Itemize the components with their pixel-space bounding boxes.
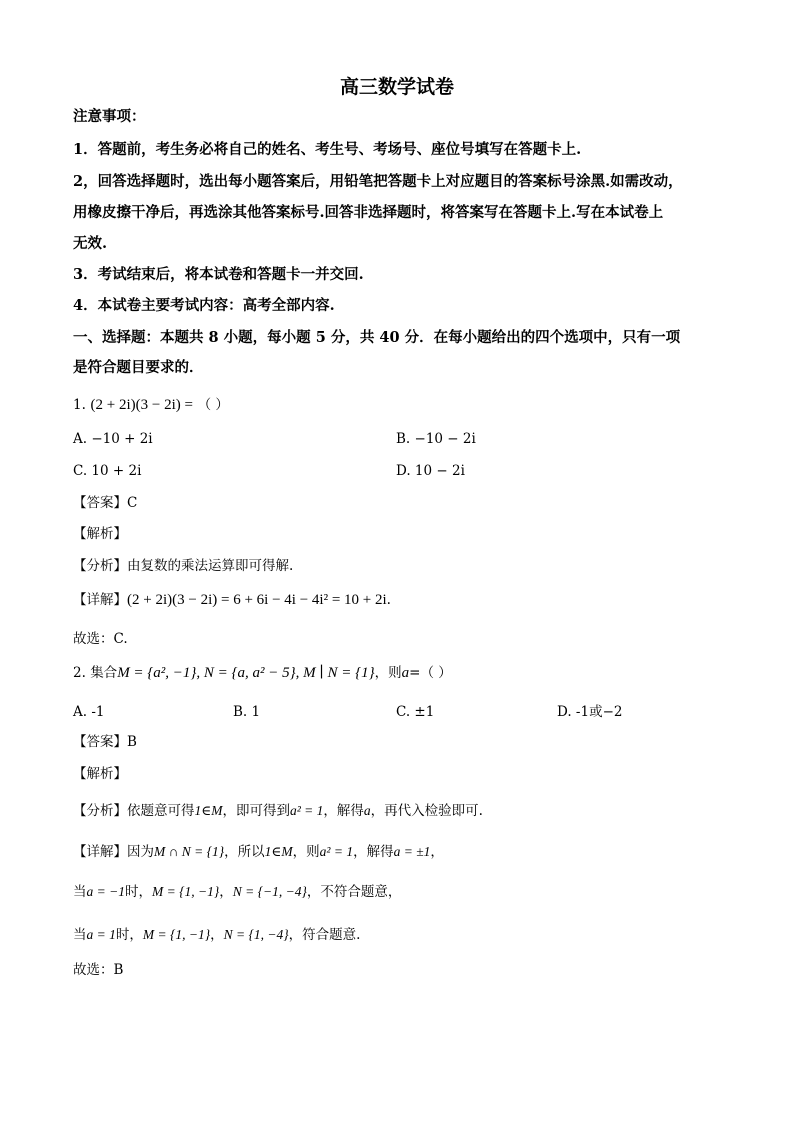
question-1-option-c: C. 10 + 2i — [73, 463, 142, 479]
case-2-expression-1: a = 1 — [86, 927, 116, 942]
fenxi-text-a: 依题意可得 — [127, 803, 195, 819]
question-1-stem — [73, 395, 229, 415]
notice-item-4: 4．本试卷主要考试内容：高考全部内容. — [73, 297, 335, 314]
detail-text-c: ，则 — [292, 844, 320, 860]
notice-item-2-line-3: 无效. — [73, 235, 108, 252]
detail-text-d: ，解得 — [353, 844, 394, 860]
question-2-analysis-tag: 【解析】 — [73, 766, 127, 782]
question-1-analysis-tag: 【解析】 — [73, 526, 127, 542]
question-1-option-d: D. 10 − 2i — [396, 463, 465, 479]
detail-text-b: ，所以 — [224, 844, 265, 860]
question-2-option-d: D. -1或−2 — [557, 704, 623, 720]
fenxi-tag: 【分析】 — [73, 558, 127, 574]
detail-expression-1: M ∩ N = {1} — [154, 844, 225, 859]
case-1-text-c: ， — [219, 884, 233, 900]
question-2-detail — [73, 842, 444, 862]
fenxi-text: 由复数的乘法运算即可得解. — [127, 558, 294, 574]
question-2-sets-expression: M = {a², −1}, N = {a, a² − 5}, M ∣ N = {1} — [117, 665, 375, 681]
notice-heading: 注意事项： — [73, 108, 146, 125]
fenxi-tag: 【分析】 — [73, 803, 127, 819]
question-1-fenxi — [73, 556, 293, 576]
fenxi-variable: a — [363, 803, 371, 818]
question-2-stem — [73, 663, 452, 683]
question-1-option-a: A. −10 + 2i — [73, 431, 153, 447]
notice-item-2-line-2: 用橡皮擦干净后，再选涂其他答案标号.回答非选择题时，将答案写在答题卡上.写在本试卷上 — [73, 204, 664, 221]
question-1-blank: （ ） — [197, 397, 229, 413]
case-2-text-a: 当 — [73, 927, 87, 943]
question-1-choose: 故选：C. — [73, 631, 128, 647]
notice-item-1: 1．答题前，考生务必将自己的姓名、考生号、考场号、座位号填写在答题卡上. — [73, 141, 582, 158]
answer-tag: 【答案】 — [73, 734, 127, 750]
notice-item-3: 3．考试结束后，将本试卷和答题卡一并交回. — [73, 266, 364, 283]
question-2-stem-a: 集合 — [90, 665, 118, 681]
case-2-expression-3: N = {1, −4} — [223, 927, 289, 942]
section-heading-line-1: 一、选择题：本题共 8 小题，每小题 5 分，共 40 分．在每小题给出的四个选项中，只有一项 — [73, 329, 681, 346]
case-1-expression-1: a = −1 — [86, 884, 125, 899]
case-2-text-d: ，符合题意. — [288, 927, 361, 943]
question-2-answer — [73, 732, 137, 752]
detail-expression: (2 + 2i)(3 − 2i) = 6 + 6i − 4i − 4i² = 10 + 2i — [127, 592, 387, 608]
case-1-expression-3: N = {−1, −4} — [232, 884, 307, 899]
question-2-option-b: B. 1 — [233, 704, 261, 720]
answer-tag: 【答案】 — [73, 495, 127, 511]
page-title: 高三数学试卷 — [339, 76, 454, 98]
case-2-text-b: 时， — [115, 927, 143, 943]
case-1-expression-2: M = {1, −1} — [151, 884, 220, 899]
detail-tag: 【详解】 — [73, 592, 127, 608]
detail-text-e: ， — [430, 844, 444, 860]
question-2-stem-c: =（ ） — [409, 665, 452, 681]
question-2-number: 2. — [73, 665, 86, 681]
question-2-fenxi — [73, 801, 483, 821]
question-1-number: 1. — [73, 397, 86, 413]
question-2-choose: 故选：B — [73, 962, 124, 978]
fenxi-text-d: ，再代入检验即可. — [370, 803, 483, 819]
case-2-text-c: ， — [210, 927, 224, 943]
fenxi-expression-1: 1∈M — [194, 803, 223, 818]
detail-expression-2: 1∈M — [264, 844, 293, 859]
answer-value: B — [127, 734, 137, 750]
section-heading-line-2: 是符合题目要求的． — [73, 359, 204, 376]
detail-expression-4: a = ±1 — [393, 844, 431, 859]
notice-item-2-line-1: 2，回答选择题时，选出每小题答案后，用铅笔把答题卡上对应题目的答案标号涂黑.如需改动， — [73, 173, 683, 190]
detail-expression-3: a² = 1 — [319, 844, 354, 859]
detail-text-a: 因为 — [127, 844, 154, 860]
detail-tag: 【详解】 — [73, 844, 127, 860]
question-2-variable: a — [401, 665, 410, 681]
case-1-text-d: ，不符合题意， — [306, 884, 402, 900]
question-1-option-b: B. −10 − 2i — [396, 431, 476, 447]
case-1-text-b: 时， — [124, 884, 152, 900]
question-1-answer — [73, 493, 137, 513]
question-1-expression: (2 + 2i)(3 − 2i) = — [90, 397, 193, 413]
question-2-case-2 — [73, 925, 360, 945]
fenxi-text-b: ，即可得到 — [222, 803, 290, 819]
question-2-option-a: A. -1 — [73, 704, 105, 720]
case-2-expression-2: M = {1, −1} — [142, 927, 211, 942]
fenxi-expression-2: a² = 1 — [290, 803, 324, 818]
fenxi-text-c: ，解得 — [323, 803, 364, 819]
answer-value: C — [127, 495, 138, 511]
detail-end: . — [386, 592, 391, 608]
question-1-detail — [73, 590, 391, 610]
question-2-stem-b: ，则 — [374, 665, 402, 681]
question-2-case-1 — [73, 882, 401, 902]
case-1-text-a: 当 — [73, 884, 87, 900]
question-2-option-c: C. ±1 — [396, 704, 435, 720]
